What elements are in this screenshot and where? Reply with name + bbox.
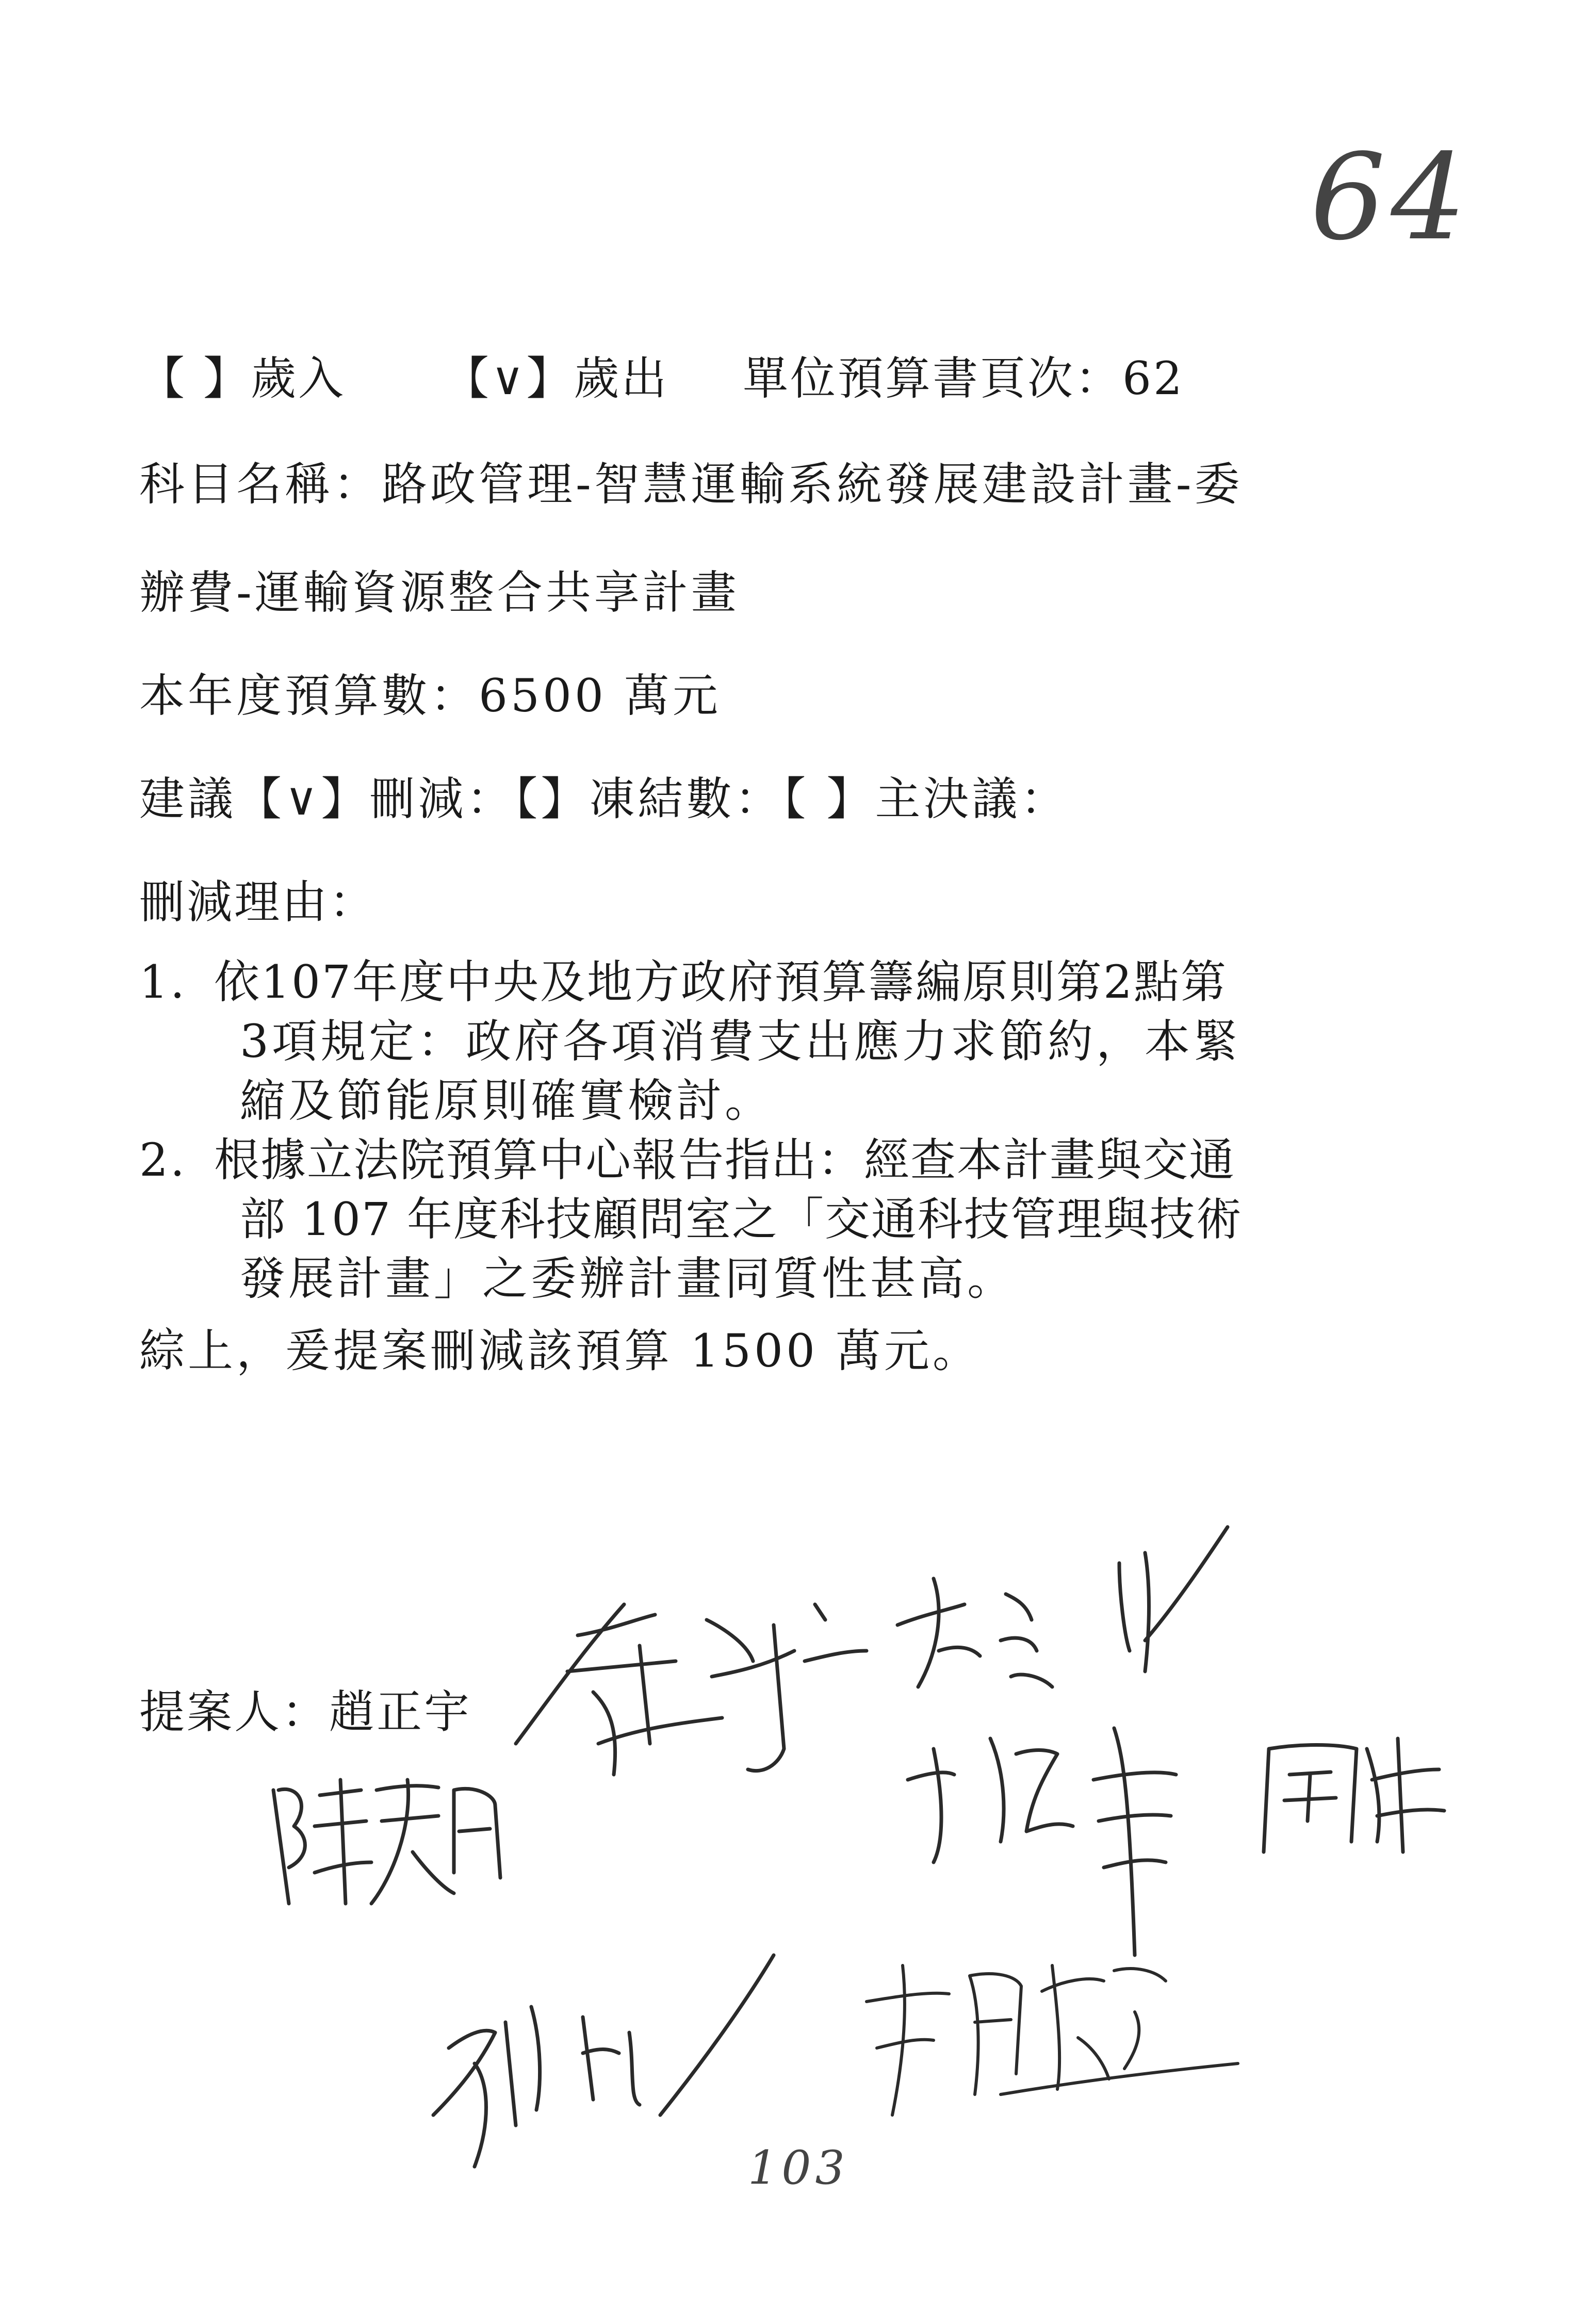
signature-zhao bbox=[505, 1573, 877, 1795]
revenue-checkbox-label: 【 】歲入 bbox=[139, 352, 346, 405]
budget-page-label: 單位預算書頁次：62 bbox=[743, 352, 1184, 405]
reason-number: 2. bbox=[139, 1133, 187, 1187]
conclusion: 綜上，爰提案刪減該預算 1500 萬元。 bbox=[139, 1324, 981, 1377]
signature-hu bbox=[846, 1919, 1248, 2136]
reasons-title: 刪減理由： bbox=[139, 875, 377, 929]
reason-number: 1. bbox=[139, 955, 187, 1009]
expenditure-checkbox-label: 【∨】歲出 bbox=[444, 352, 669, 405]
proposer-label: 提案人：趙正宇 bbox=[139, 1685, 472, 1738]
signature-qiu bbox=[413, 1929, 784, 2187]
footer-handwritten-page-number: 103 bbox=[748, 2141, 849, 2195]
subject-line-1: 科目名稱：路政管理-智慧運輸系統發展建設計畫-委 bbox=[139, 458, 1243, 511]
budget-amount: 本年度預算數：6500 萬元 bbox=[139, 669, 721, 722]
reason-2-line-1: 根據立法院預算中心報告指出：經查本計畫與交通 bbox=[214, 1133, 1236, 1187]
reason-1-line-2: 3項規定：政府各項消費支出應力求節約，本緊 bbox=[240, 1015, 1242, 1068]
proposal-line: 建議【∨】刪減：【】凍結數：【 】主決議： bbox=[139, 772, 1069, 825]
reason-1-line-3: 縮及節能原則確實檢討。 bbox=[240, 1074, 774, 1127]
signature-li bbox=[877, 1522, 1238, 1708]
reason-2-line-3: 發展計畫」之委辦計畫同質性甚高。 bbox=[240, 1252, 1016, 1305]
reason-1-line-1: 依107年度中央及地方政府預算籌編原則第2點第 bbox=[214, 955, 1228, 1009]
handwritten-page-number: 64 bbox=[1310, 129, 1472, 267]
signature-zhou bbox=[1248, 1718, 1455, 1873]
subject-line-2: 辦費-運輸資源整合共享計畫 bbox=[139, 566, 740, 619]
reason-2-line-2: 部 107 年度科技顧問室之「交通科技管理與技術 bbox=[240, 1193, 1243, 1246]
signature-chen bbox=[258, 1749, 526, 1919]
